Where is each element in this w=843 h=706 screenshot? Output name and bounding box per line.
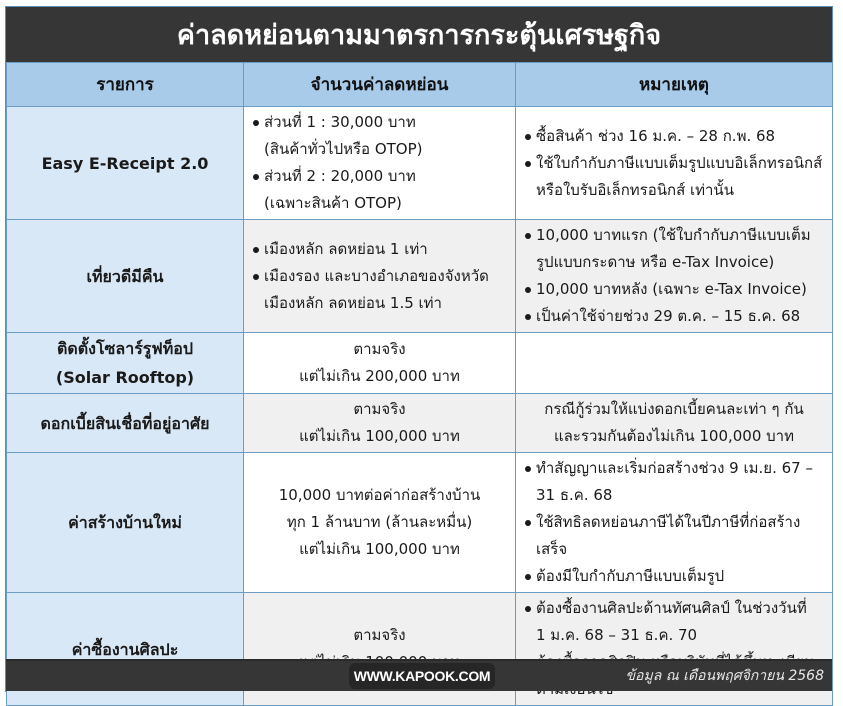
table-header: [7, 63, 833, 107]
column-header-item: รายการ: [7, 63, 244, 107]
item-cell: [7, 333, 244, 394]
bullet-text: ส่วนที่ 2 : 20,000 บาท: [264, 167, 416, 185]
note-cell: [516, 220, 833, 333]
item-label: เที่ยวดีมีคืน: [86, 266, 164, 286]
bullet-text: เมืองหลัก ลดหย่อน 1.5 เท่า: [264, 293, 442, 312]
bullet-text: ต้องมีใบกำกับภาษีแบบเต็มรูป: [536, 567, 725, 585]
bullet-text: หรือใบรับอิเล็กทรอนิกส์ เท่านั้น: [536, 180, 734, 199]
table-row-new-house: [7, 453, 833, 593]
amount-text: ตามจริง: [353, 340, 406, 358]
footer-bar: [6, 659, 832, 691]
item-cell: [7, 107, 244, 220]
amount-text: แต่ไม่เกิน 100,000 บาท: [299, 540, 460, 558]
item-label: ค่าซื้องานศิลปะ: [71, 639, 179, 659]
amount-cell: [244, 220, 516, 333]
table-row-easy-e-receipt: [7, 107, 833, 220]
bullet-text: 10,000 บาทหลัง (เฉพาะ e-Tax Invoice): [536, 280, 807, 298]
amount-text: แต่ไม่เกิน 200,000 บาท: [299, 367, 460, 385]
amount-text: 10,000 บาทต่อค่าก่อสร้างบ้าน: [278, 486, 481, 504]
bullet-item: [524, 595, 824, 649]
note-text: กรณีกู้ร่วมให้แบ่งดอกเบี้ยคนละเท่า ๆ กัน: [544, 400, 804, 418]
bullet-item: [524, 509, 824, 563]
bullet-item: [252, 109, 507, 163]
table-row-solar-rooftop: [7, 333, 833, 394]
note-text: และรวมกันต้องไม่เกิน 100,000 บาท: [554, 427, 794, 445]
bullet-text: เป็นค่าใช้จ่ายช่วง 29 ต.ค. – 15 ธ.ค. 68: [536, 307, 801, 325]
note-cell: [516, 394, 833, 453]
item-cell: [7, 394, 244, 453]
bullet-item: [524, 455, 824, 509]
bullet-text: ต้องซื้องานศิลปะด้านทัศนศิลป์ ในช่วงวันที่: [536, 599, 807, 617]
bullet-text: ใช้สิทธิลดหย่อนภาษีได้ในปีภาษีที่ก่อสร้างเสร็จ: [536, 513, 801, 558]
title-text: ค่าลดหย่อนตามมาตรการกระตุ้นเศรษฐกิจ: [176, 20, 662, 51]
bullet-item: [252, 263, 507, 317]
page-title: [6, 7, 832, 62]
item-label: ดอกเบี้ยสินเชื่อที่อยู่อาศัย: [40, 413, 210, 433]
bullet-item: [252, 163, 507, 217]
bullet-item: [252, 236, 507, 263]
amount-text: แต่ไม่เกิน 100,000 บาท: [299, 427, 460, 445]
bullet-text: 1 ม.ค. 68 – 31 ธ.ค. 70: [536, 626, 698, 644]
bullet-text: เมืองรอง และบางอำเภอของจังหวัด: [264, 266, 489, 285]
bullet-item: [524, 123, 824, 150]
bullet-text: 31 ธ.ค. 68: [536, 486, 613, 504]
data-date-text: ข้อมูล ณ เดือนพฤศจิกายน 2568: [625, 668, 824, 684]
bullet-text: ใช้ใบกำกับภาษีแบบเต็มรูปแบบอิเล็กทรอนิกส์: [536, 153, 823, 172]
item-label: ติดตั้งโซลาร์รูฟท็อป: [56, 339, 194, 358]
bullet-text: 10,000 บาทแรก (ใช้ใบกำกับภาษีแบบเต็ม: [536, 226, 811, 244]
item-label: ค่าสร้างบ้านใหม่: [68, 513, 182, 532]
amount-text: ทุก 1 ล้านบาท (ล้านละหมื่น): [286, 513, 473, 531]
bullet-text: (สินค้าทั่วไปหรือ OTOP): [264, 140, 423, 158]
deduction-infographic: [5, 6, 833, 692]
data-date-note: [625, 661, 824, 691]
bullet-text: ส่วนที่ 1 : 30,000 บาท: [264, 113, 416, 131]
bullet-item: [524, 276, 824, 303]
item-label: (Solar Rooftop): [55, 368, 195, 387]
item-cell: [7, 220, 244, 333]
website-badge: [349, 663, 495, 689]
bullet-item: [524, 303, 824, 330]
amount-text: ตามจริง: [353, 400, 406, 418]
bullet-item: [524, 563, 824, 590]
note-cell: [516, 333, 833, 394]
bullet-text: เมืองหลัก ลดหย่อน 1 เท่า: [264, 239, 428, 258]
amount-text: ตามจริง: [353, 626, 406, 644]
website-text: WWW.KAPOOK.COM: [353, 668, 491, 684]
item-label: Easy E-Receipt 2.0: [41, 153, 209, 173]
column-header-note: หมายเหตุ: [516, 63, 833, 107]
item-cell: [7, 453, 244, 593]
bullet-text: ทำสัญญาและเริ่มก่อสร้างช่วง 9 เม.ย. 67 –: [536, 459, 813, 477]
bullet-text: ซื้อสินค้า ช่วง 16 ม.ค. – 28 ก.พ. 68: [536, 126, 776, 145]
amount-cell: [244, 453, 516, 593]
column-header-amount: จำนวนค่าลดหย่อน: [244, 63, 516, 107]
table-row-travel: [7, 220, 833, 333]
bullet-text: (เฉพาะสินค้า OTOP): [264, 194, 402, 212]
bullet-item: [524, 150, 824, 204]
bullet-item: [524, 222, 824, 276]
note-cell: [516, 453, 833, 593]
bullet-text: รูปแบบกระดาษ หรือ e-Tax Invoice): [536, 253, 775, 271]
amount-cell: [244, 107, 516, 220]
deduction-table: [6, 62, 833, 706]
amount-cell: [244, 333, 516, 394]
note-cell: [516, 107, 833, 220]
table-row-mortgage-interest: [7, 394, 833, 453]
amount-cell: [244, 394, 516, 453]
